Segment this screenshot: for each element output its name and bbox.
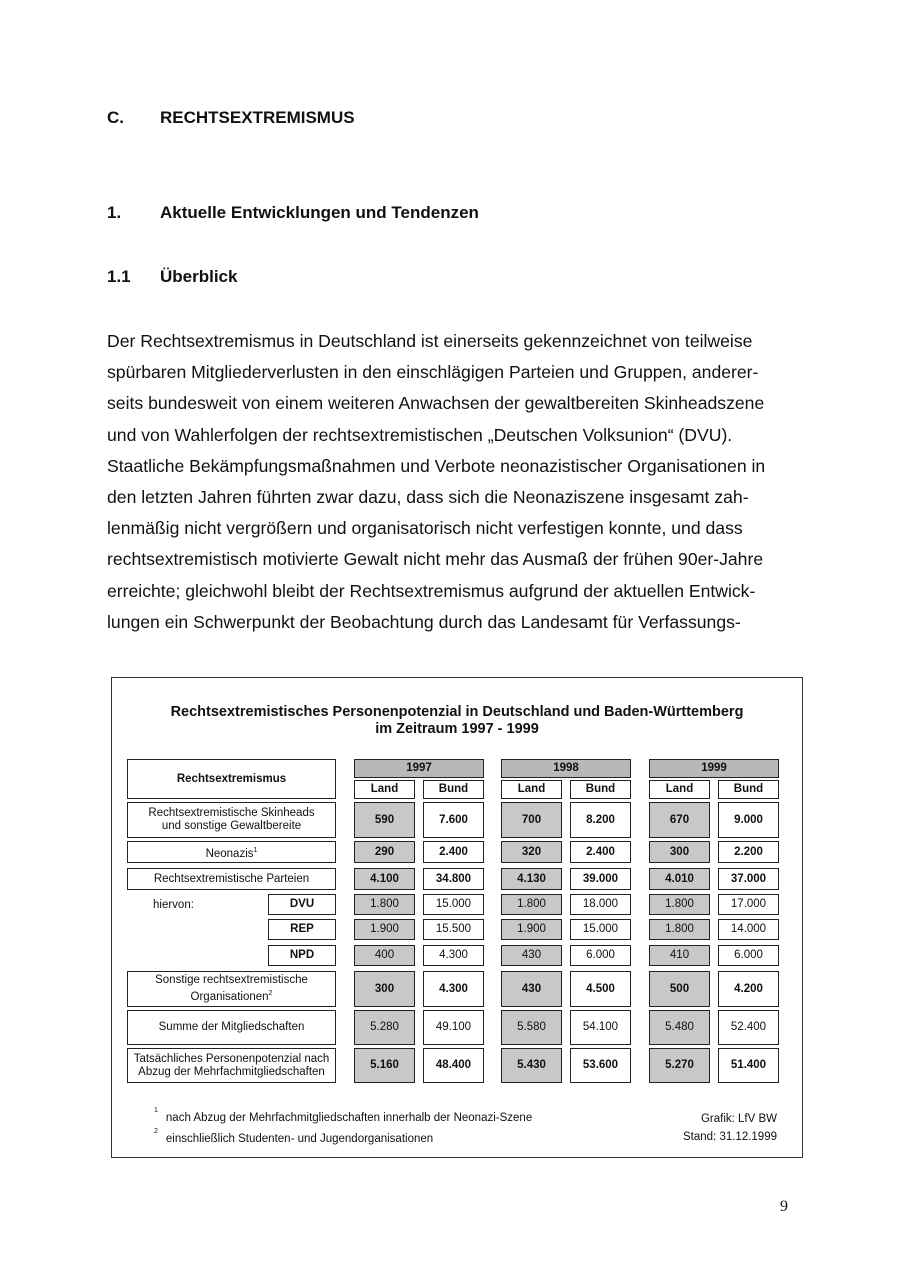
col-header-bund: Bund bbox=[718, 780, 779, 799]
value-land: 5.580 bbox=[501, 1010, 562, 1045]
heading-title: Überblick bbox=[160, 267, 238, 286]
value-land: 1.800 bbox=[354, 894, 415, 915]
footnote-text: einschließlich Studenten- und Jugendorganisationen bbox=[165, 1132, 434, 1145]
row-label: Summe der Mitgliedschaften bbox=[127, 1010, 336, 1045]
header-label: Rechtsextremismus bbox=[127, 759, 336, 799]
paragraph-line: seits bundesweit von einem weiteren Anwachsen der gewaltbereiten Skinheadszene bbox=[107, 393, 765, 414]
value-land: 4.010 bbox=[649, 868, 710, 890]
col-header-bund: Bund bbox=[423, 780, 484, 799]
value-land: 4.100 bbox=[354, 868, 415, 890]
row-label: Tatsächliches Personenpotenzial nach Abzug der Mehrfachmitgliedschaften bbox=[127, 1048, 336, 1083]
value-bund: 15.000 bbox=[570, 919, 631, 940]
figure-title bbox=[112, 704, 802, 738]
value-land: 1.900 bbox=[354, 919, 415, 940]
value-bund: 53.600 bbox=[570, 1048, 631, 1083]
value-bund: 48.400 bbox=[423, 1048, 484, 1083]
value-land: 300 bbox=[649, 841, 710, 863]
hiervon-label: hiervon: bbox=[153, 899, 194, 911]
value-bund: 6.000 bbox=[570, 945, 631, 966]
col-header-land: Land bbox=[354, 780, 415, 799]
row-label: DVU bbox=[268, 894, 336, 915]
row-label: Rechtsextremistische Parteien bbox=[127, 868, 336, 890]
value-bund: 2.200 bbox=[718, 841, 779, 863]
value-bund: 2.400 bbox=[423, 841, 484, 863]
value-bund: 7.600 bbox=[423, 802, 484, 838]
value-land: 500 bbox=[649, 971, 710, 1007]
value-land: 290 bbox=[354, 841, 415, 863]
row-label: NPD bbox=[268, 945, 336, 966]
footnote-1 bbox=[154, 1107, 533, 1124]
value-bund: 15.500 bbox=[423, 919, 484, 940]
value-bund: 18.000 bbox=[570, 894, 631, 915]
row-label: Sonstige rechtsextremistische Organisationen$^2$ bbox=[127, 971, 336, 1007]
footnote-mark: 2 bbox=[154, 1128, 158, 1135]
value-land: 430 bbox=[501, 945, 562, 966]
col-header-land: Land bbox=[649, 780, 710, 799]
value-land: 320 bbox=[501, 841, 562, 863]
value-bund: 39.000 bbox=[570, 868, 631, 890]
value-bund: 4.200 bbox=[718, 971, 779, 1007]
col-header-land: Land bbox=[501, 780, 562, 799]
value-land: 400 bbox=[354, 945, 415, 966]
page-number: 9 bbox=[780, 1198, 788, 1215]
value-bund: 51.400 bbox=[718, 1048, 779, 1083]
footnote-2 bbox=[154, 1128, 434, 1145]
figure-title-line: Rechtsextremistisches Personenpotenzial in Deutschland und Baden-Württemberg bbox=[170, 704, 744, 720]
row-label: Neonazis$^1$ bbox=[127, 841, 336, 863]
paragraph-line: spürbaren Mitgliederverlusten in den einschlägigen Parteien und Gruppen, anderer- bbox=[107, 362, 759, 383]
value-land: 4.130 bbox=[501, 868, 562, 890]
footnote-ref: 1 bbox=[253, 846, 258, 854]
value-bund: 37.000 bbox=[718, 868, 779, 890]
value-bund: 15.000 bbox=[423, 894, 484, 915]
section-number: C. bbox=[107, 108, 124, 127]
value-land: 5.280 bbox=[354, 1010, 415, 1045]
value-bund: 54.100 bbox=[570, 1010, 631, 1045]
value-land: 410 bbox=[649, 945, 710, 966]
stand-date: Stand: 31.12.1999 bbox=[683, 1131, 777, 1143]
value-bund: 17.000 bbox=[718, 894, 779, 915]
figure-title-line: im Zeitraum 1997 - 1999 bbox=[375, 721, 539, 737]
value-bund: 34.800 bbox=[423, 868, 484, 890]
value-bund: 49.100 bbox=[423, 1010, 484, 1045]
value-bund: 8.200 bbox=[570, 802, 631, 838]
paragraph-line: Der Rechtsextremismus in Deutschland ist einerseits gekennzeichnet von teilweise bbox=[107, 331, 753, 351]
row-label: Rechtsextremistische Skinheads und sonstige Gewaltbereite bbox=[127, 802, 336, 838]
value-land: 700 bbox=[501, 802, 562, 838]
value-bund: 14.000 bbox=[718, 919, 779, 940]
body-paragraph bbox=[107, 326, 797, 638]
value-land: 1.800 bbox=[649, 894, 710, 915]
table-figure bbox=[111, 677, 803, 1158]
value-land: 5.270 bbox=[649, 1048, 710, 1083]
value-bund: 9.000 bbox=[718, 802, 779, 838]
value-bund: 52.400 bbox=[718, 1010, 779, 1045]
value-bund: 4.300 bbox=[423, 971, 484, 1007]
heading-number: 1. bbox=[107, 203, 122, 222]
value-land: 5.160 bbox=[354, 1048, 415, 1083]
paragraph-line: lungen ein Schwerpunkt der Beobachtung durch das Landesamt für Verfassungs- bbox=[107, 611, 741, 632]
graphic-credit: Grafik: LfV BW bbox=[700, 1113, 777, 1125]
year-header: 1999 bbox=[649, 759, 779, 778]
value-land: 5.480 bbox=[649, 1010, 710, 1045]
paragraph-line: den letzten Jahren führten zwar dazu, dass sich die Neonaziszene insgesamt zah- bbox=[107, 487, 749, 508]
value-bund: 4.300 bbox=[423, 945, 484, 966]
value-land: 1.800 bbox=[649, 919, 710, 940]
col-header-bund: Bund bbox=[570, 780, 631, 799]
footnote-ref: 2 bbox=[268, 990, 273, 998]
footnote-text: nach Abzug der Mehrfachmitgliedschaften innerhalb der Neonazi-Szene bbox=[165, 1111, 533, 1124]
value-bund: 2.400 bbox=[570, 841, 631, 863]
footnote-mark: 1 bbox=[154, 1107, 158, 1114]
row-label: REP bbox=[268, 919, 336, 940]
value-bund: 6.000 bbox=[718, 945, 779, 966]
value-land: 1.800 bbox=[501, 894, 562, 915]
paragraph-line: Staatliche Bekämpfungsmaßnahmen und Verbote neonazistischer Organisationen in bbox=[107, 455, 766, 476]
paragraph-line: rechtsextremistisch motivierte Gewalt nicht mehr das Ausmaß der frühen 90er-Jahre bbox=[107, 549, 764, 570]
value-land: 670 bbox=[649, 802, 710, 838]
year-header: 1998 bbox=[501, 759, 631, 778]
heading-title: Aktuelle Entwicklungen und Tendenzen bbox=[160, 203, 479, 222]
value-land: 300 bbox=[354, 971, 415, 1007]
heading-number: 1.1 bbox=[107, 267, 131, 286]
value-land: 5.430 bbox=[501, 1048, 562, 1083]
year-header: 1997 bbox=[354, 759, 484, 778]
value-land: 430 bbox=[501, 971, 562, 1007]
section-title: RECHTSEXTREMISMUS bbox=[160, 108, 355, 127]
value-bund: 4.500 bbox=[570, 971, 631, 1007]
value-land: 1.900 bbox=[501, 919, 562, 940]
paragraph-line: lenmäßig nicht vergrößern und organisatorisch nicht verfestigen konnte, und dass bbox=[107, 518, 743, 539]
paragraph-line: erreichte; gleichwohl bleibt der Rechtsextremismus aufgrund der aktuellen Entwick- bbox=[107, 580, 756, 601]
paragraph-line: und von Wahlerfolgen der rechtsextremistischen „Deutschen Volksunion“ (DVU). bbox=[107, 424, 733, 445]
value-land: 590 bbox=[354, 802, 415, 838]
